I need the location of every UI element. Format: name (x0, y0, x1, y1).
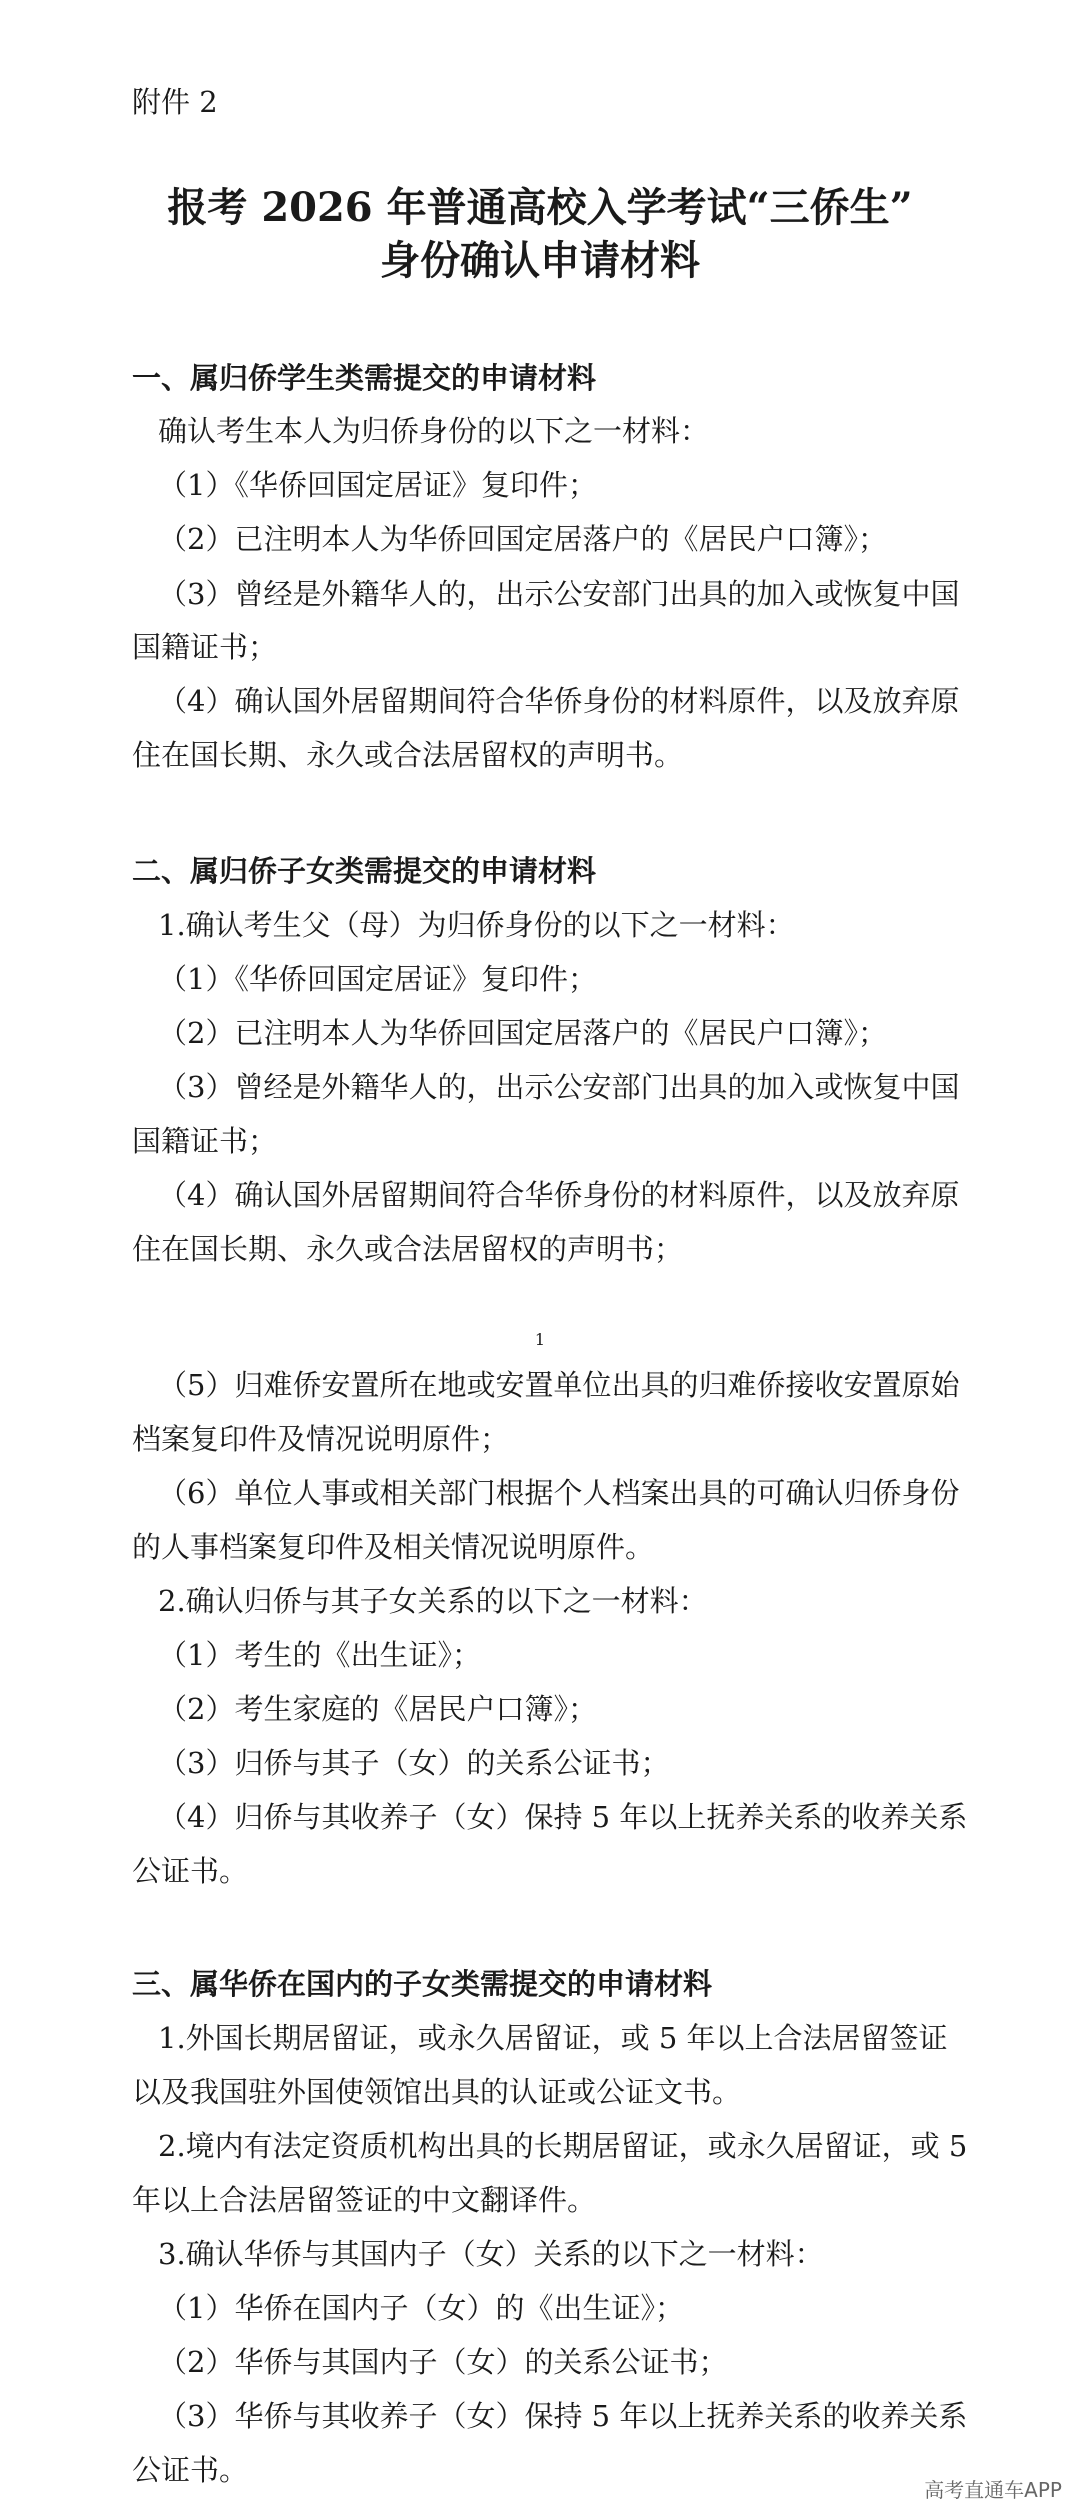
watermark-label: 高考直通车APP (924, 2478, 1062, 2502)
section2-item: 档案复印件及情况说明原件； (132, 1422, 510, 1456)
section2-heading: 二、属归侨子女类需提交的申请材料 (132, 854, 597, 888)
section2-item: （2）考生家庭的《居民户口簿》； (158, 1692, 597, 1726)
section2-item: 国籍证书； (132, 1124, 278, 1158)
section2-item: （1）考生的《出生证》； (158, 1638, 481, 1672)
section3-item: 1.外国长期居留证，或永久居留证，或 5 年以上合法居留签证 (158, 2021, 948, 2055)
section1-item: （4）确认国外居留期间符合华侨身份的材料原件，以及放弃原 (158, 684, 960, 718)
section1-item: （2）已注明本人为华侨回国定居落户的《居民户口簿》； (158, 522, 887, 556)
section2-intro2: 2.确认归侨与其子女关系的以下之一材料： (158, 1584, 708, 1618)
page-number: 1 (534, 1330, 546, 1349)
section1-item: （1）《华侨回国定居证》复印件； (158, 468, 597, 502)
section3-item: 公证书。 (132, 2453, 249, 2487)
document-title-line2: 身份确认申请材料 (380, 237, 700, 284)
section3-item: （1）华侨在国内子（女）的《出生证》； (158, 2291, 684, 2325)
section2-item: 住在国长期、永久或合法居留权的声明书； (132, 1232, 684, 1266)
section1-item: 住在国长期、永久或合法居留权的声明书。 (132, 738, 684, 772)
section3-item: （2）华侨与其国内子（女）的关系公证书； (158, 2345, 728, 2379)
section2-item: 的人事档案复印件及相关情况说明原件。 (132, 1530, 655, 1564)
document-title-line1: 报考 2026 年普通高校入学考试“三侨生” (167, 184, 913, 231)
section3-heading: 三、属华侨在国内的子女类需提交的申请材料 (132, 1967, 713, 2001)
section1-intro: 确认考生本人为归侨身份的以下之一材料： (158, 414, 710, 448)
section3-item: 3.确认华侨与其国内子（女）关系的以下之一材料： (158, 2237, 824, 2271)
section2-item: （1）《华侨回国定居证》复印件； (158, 962, 597, 996)
section2-intro1: 1.确认考生父（母）为归侨身份的以下之一材料： (158, 908, 795, 942)
section2-item: （6）单位人事或相关部门根据个人档案出具的可确认归侨身份 (158, 1476, 960, 1510)
section3-item: （3）华侨与其收养子（女）保持 5 年以上抚养关系的收养关系 (158, 2399, 968, 2433)
section2-item: （3）归侨与其子（女）的关系公证书； (158, 1746, 670, 1780)
section1-item: 国籍证书； (132, 630, 278, 664)
attachment-label: 附件 2 (132, 85, 218, 119)
section2-item: （4）确认国外居留期间符合华侨身份的材料原件，以及放弃原 (158, 1178, 960, 1212)
section2-item: （5）归难侨安置所在地或安置单位出具的归难侨接收安置原始 (158, 1368, 960, 1402)
section1-heading: 一、属归侨学生类需提交的申请材料 (132, 361, 597, 395)
section3-item: 年以上合法居留签证的中文翻译件。 (132, 2183, 597, 2217)
section3-item: 以及我国驻外国使领馆出具的认证或公证文书。 (132, 2075, 742, 2109)
section1-item: （3）曾经是外籍华人的，出示公安部门出具的加入或恢复中国 (158, 577, 960, 611)
section2-item: （3）曾经是外籍华人的，出示公安部门出具的加入或恢复中国 (158, 1070, 960, 1104)
section2-item: （2）已注明本人为华侨回国定居落户的《居民户口簿》； (158, 1016, 887, 1050)
section2-item: 公证书。 (132, 1854, 249, 1888)
section3-item: 2.境内有法定资质机构出具的长期居留证，或永久居留证，或 5 (158, 2129, 968, 2163)
section2-item: （4）归侨与其收养子（女）保持 5 年以上抚养关系的收养关系 (158, 1800, 968, 1834)
